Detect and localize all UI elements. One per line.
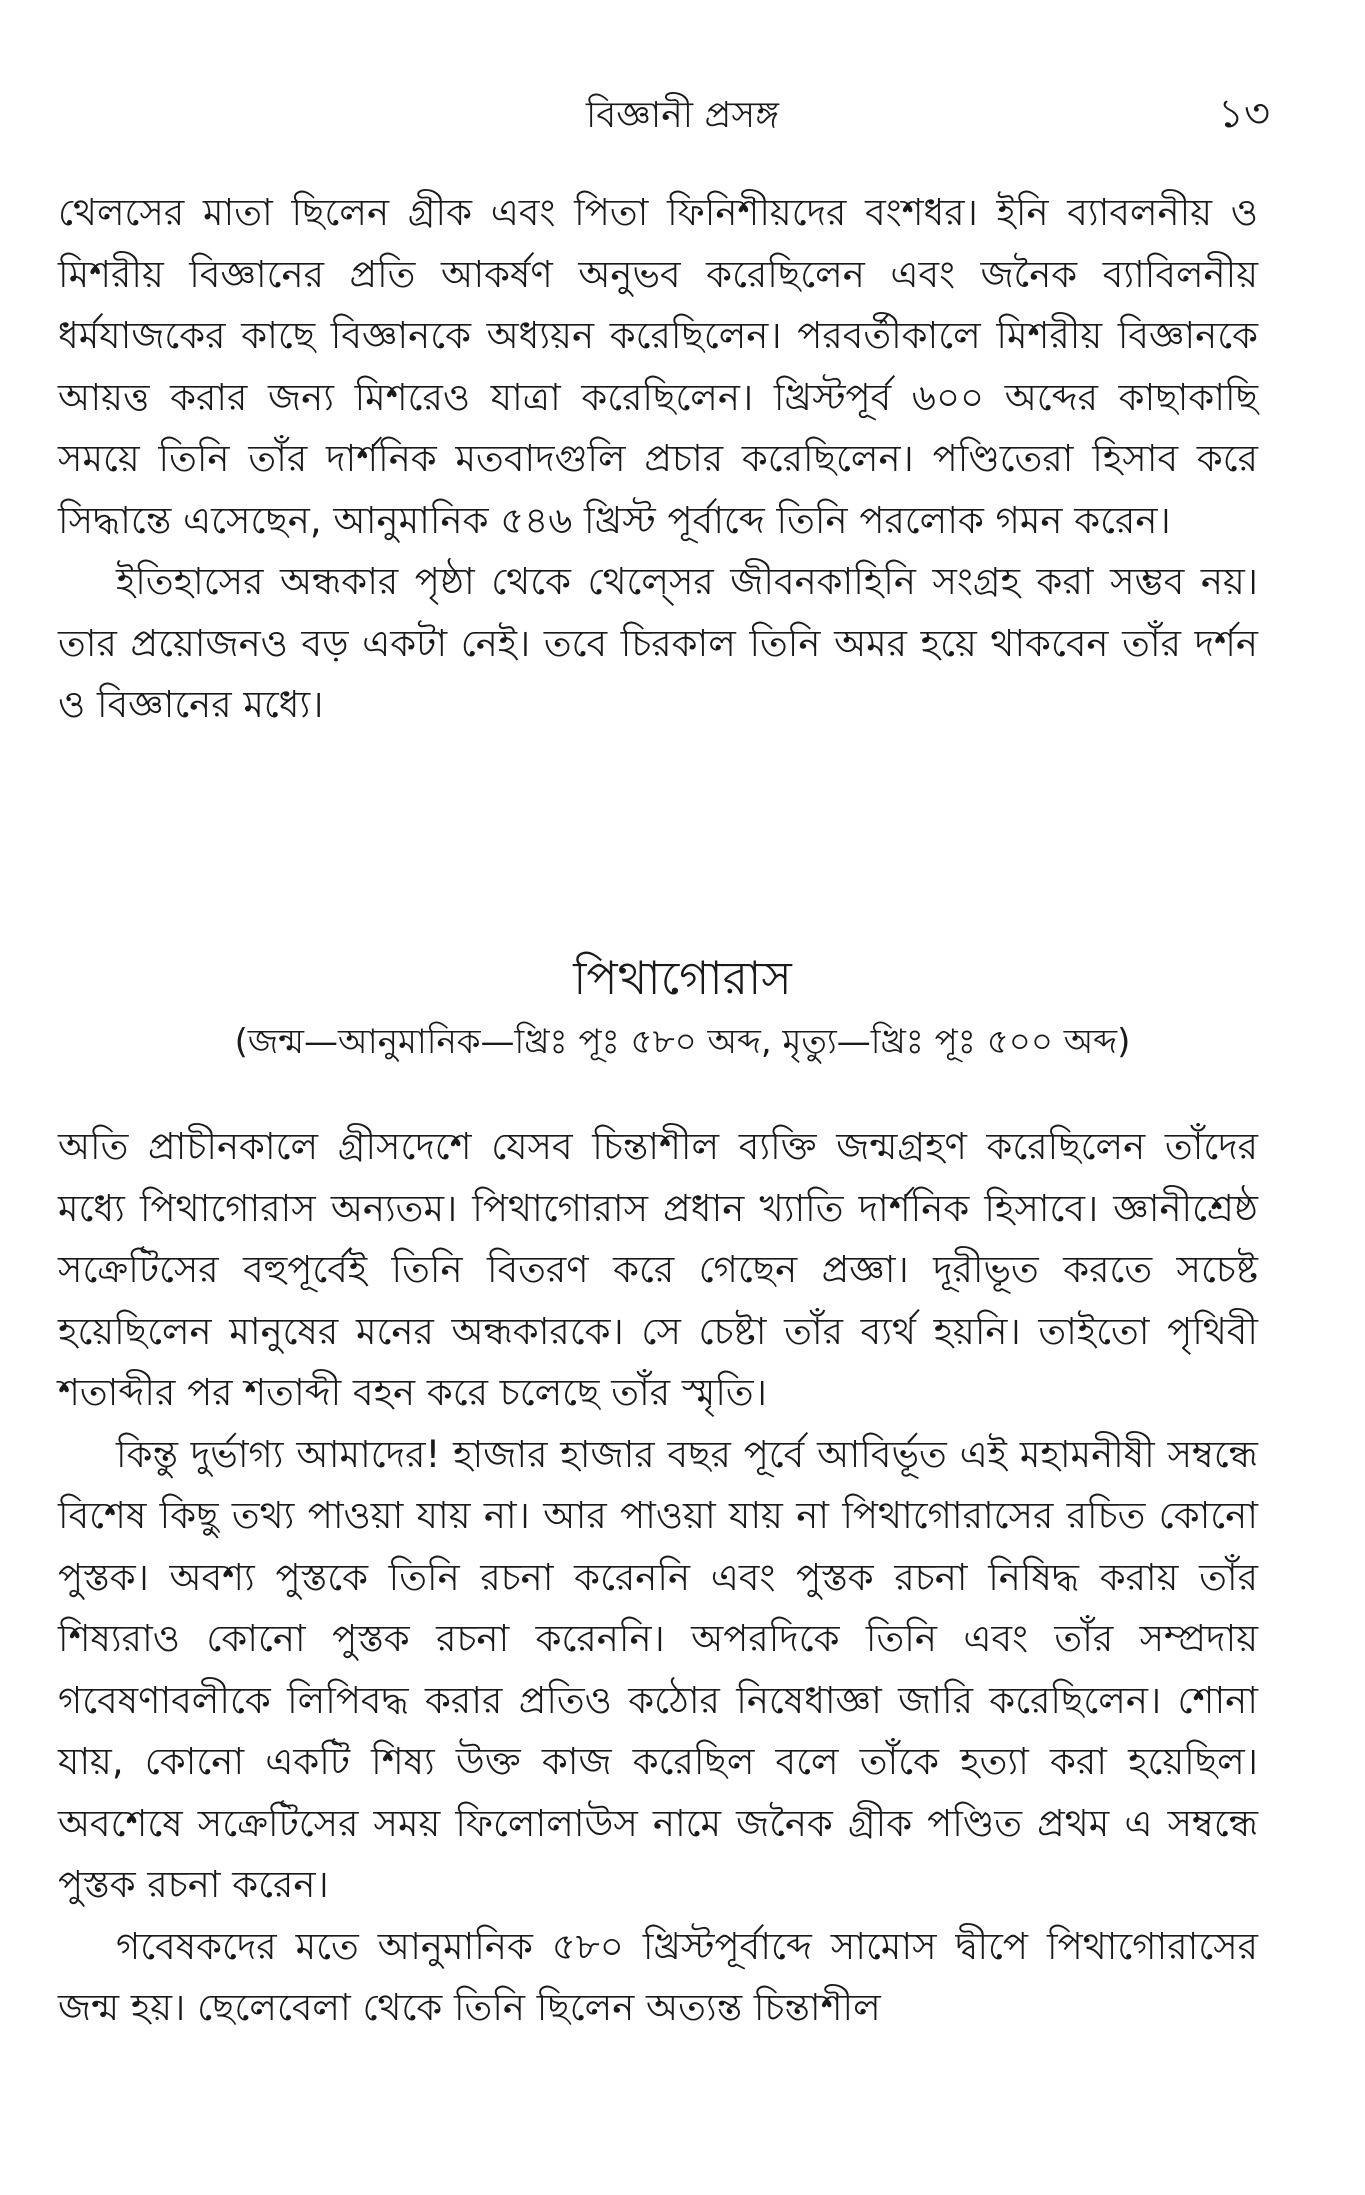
paragraph: কিন্তু দুর্ভাগ্য আমাদের! হাজার হাজার বছর পূর্বে আবির্ভূত এই মহামনীষী সম্বন্ধে বিশেষ কিছু তথ্য পাওয়া যায় না। আর পাওয়া যায় না পিথাগোরাসের রচিত কোনো পুস্তক। অবশ্য পুস্তকে তিনি রচনা করেননি এবং পুস্তক রচনা নিষিদ্ধ করায় তাঁর শিষ্যরাও কোনো পুস্তক রচনা করেননি। অপরদিকে তিনি এবং তাঁর সম্প্রদায় গবেষণাবলীকে লিপিবদ্ধ করার প্রতিও কঠোর নিষেধাজ্ঞা জারি করেছিলেন। শোনা যায়, কোনো একটি শিষ্য উক্ত কাজ করেছিল বলে তাঁকে হত্যা করা হয়েছিল। অবশেষে সক্রেটিসের সময় ফিলোলাউস নামে জনৈক গ্রীক পণ্ডিত প্রথম এ সম্বন্ধে পুস্তক রচনা করেন। <box>58 1432 1258 1906</box>
running-header <box>0 86 1365 146</box>
page-number: ১৩ <box>1218 91 1270 137</box>
pythagoras-section-body <box>58 1116 1258 2039</box>
paragraph: অতি প্রাচীনকালে গ্রীসদেশে যেসব চিন্তাশীল ব্যক্তি জন্মগ্রহণ করেছিলেন তাঁদের মধ্যে পিথাগোরাস অন্যতম। পিথাগোরাস প্রধান খ্যাতি দার্শনিক হিসাবে। জ্ঞানীশ্রেষ্ঠ সক্রেটিসের বহুপূর্বেই তিনি বিতরণ করে গেছেন প্রজ্ঞা। দূরীভূত করতে সচেষ্ট হয়েছিলেন মানুষের মনের অন্ধকারকে। সে চেষ্টা তাঁর ব্যর্থ হয়নি। তাইতো পৃথিবী শতাব্দীর পর শতাব্দী বহন করে চলেছে তাঁর স্মৃতি। <box>58 1125 1258 1414</box>
paragraph: থেলসের মাতা ছিলেন গ্রীক এবং পিতা ফিনিশীয়দের বংশধর। ইনি ব্যাবলনীয় ও মিশরীয় বিজ্ঞানের প্রতি আকর্ষণ অনুভব করেছিলেন এবং জনৈক ব্যাবিলনীয় ধর্মযাজকের কাছে বিজ্ঞানকে অধ্যয়ন করেছিলেন। পরবর্তীকালে মিশরীয় বিজ্ঞানকে আয়ত্ত করার জন্য মিশরেও যাত্রা করেছিলেন। খ্রিস্টপূর্ব ৬০০ অব্দের কাছাকাছি সময়ে তিনি তাঁর দার্শনিক মতবাদগুলি প্রচার করেছিলেন। পণ্ডিতেরা হিসাব করে সিদ্ধান্তে এসেছেন, আনুমানিক ৫৪৬ খ্রিস্ট পূর্বাব্দে তিনি পরলোক গমন করেন। <box>58 191 1258 542</box>
paragraph: গবেষকদের মতে আনুমানিক ৫৮০ খ্রিস্টপূর্বাব্দে সামোস দ্বীপে পিথাগোরাসের জন্ম হয়। ছেলেবেলা থেকে তিনি ছিলেন অত্যন্ত চিন্তাশীল <box>58 1924 1258 2029</box>
paragraph: ইতিহাসের অন্ধকার পৃষ্ঠা থেকে থেল্সের জীবনকাহিনি সংগ্রহ করা সম্ভব নয়। তার প্রয়োজনও বড় একটা নেই। তবে চিরকাল তিনি অমর হয়ে থাকবেন তাঁর দর্শন ও বিজ্ঞানের মধ্যে। <box>58 560 1258 726</box>
section-heading: পিথাগোরাস <box>573 951 792 1005</box>
section-subheading: (জন্ম—আনুমানিক—খ্রিঃ পূঃ ৫৮০ অব্দ, মৃত্যু—খ্রিঃ পূঃ ৫০০ অব্দ) <box>234 1022 1131 1062</box>
running-title: বিজ্ঞানী প্রসঙ্গ <box>586 95 779 136</box>
thales-section-body <box>58 182 1258 736</box>
